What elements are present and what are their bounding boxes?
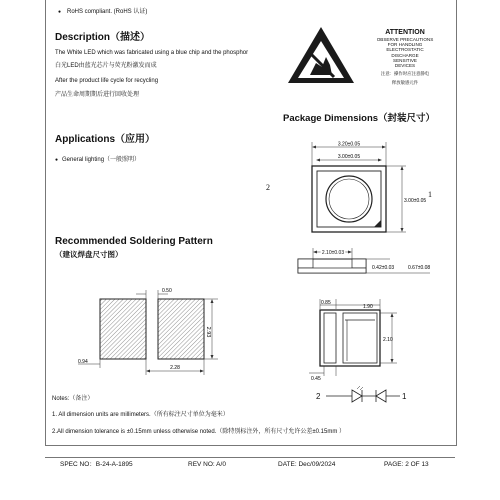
soldering-subtitle: （建议焊盘尺寸图） bbox=[55, 250, 123, 259]
description-title: Description（描述） bbox=[55, 32, 151, 43]
note-2: 2.All dimension tolerance is ±0.15mm unless otherwise noted.（除特别标注外，所有尺寸允许公差±0.15mm ） bbox=[52, 429, 346, 435]
attention-line: ELECTROSTATIC bbox=[386, 47, 424, 53]
rohs-text: RoHS compliant. (RoHS 认证) bbox=[67, 9, 148, 15]
dim-side2-label: 0.67±0.08 bbox=[408, 265, 431, 271]
circuit-pin-2: 2 bbox=[316, 392, 321, 401]
pin-label-1: 1 bbox=[428, 190, 432, 199]
dim-pad-right-label: 1.90 bbox=[363, 304, 373, 310]
attention-line: FOR HANDLING bbox=[387, 41, 423, 47]
dim-top-label: 2.10±0.03 bbox=[321, 250, 345, 256]
attention-title: ATTENTION bbox=[385, 29, 425, 36]
footer-spec: SPEC NO：B-24-A-1895 bbox=[60, 461, 133, 468]
footer-date: DATE: Dec/09/2024 bbox=[278, 461, 336, 468]
attention-box bbox=[360, 29, 450, 86]
attention-line: SENSITIVE bbox=[393, 57, 417, 63]
dim-top-label: 0.50 bbox=[162, 288, 172, 294]
description-line2-cn: 产品生命周期期后进行回收处理 bbox=[55, 92, 140, 98]
dim-width-label: 2.28 bbox=[170, 365, 180, 371]
bullet: ● bbox=[55, 157, 59, 163]
led-circuit-symbol-icon bbox=[326, 386, 400, 406]
attention-line: OBSERVE PRECAUTIONS bbox=[376, 36, 434, 42]
footer-page: PAGE: 2 OF 13 bbox=[384, 461, 429, 468]
footer-rev: REV NO: A/0 bbox=[188, 461, 226, 468]
note-1: 1. All dimension units are millimeters.（所有标注尺寸单位为毫米） bbox=[52, 412, 229, 418]
esd-warning-icon bbox=[286, 25, 356, 85]
circuit-pin-1: 1 bbox=[402, 392, 407, 401]
description-line2-en: After the product life cycle for recycling bbox=[55, 78, 159, 84]
attention-cn1: 注意：操作时应注意静电 bbox=[380, 71, 430, 77]
attention-cn2: 释放敏感元件 bbox=[391, 80, 419, 86]
attention-line: DEVICES bbox=[394, 63, 416, 69]
soldering-pattern-drawing bbox=[70, 280, 220, 380]
description-line1-cn: 白光LED由蓝光芯片与荧光粉激发而成 bbox=[55, 63, 157, 69]
package-bottom-view-drawing bbox=[305, 296, 405, 386]
dim-inner-label: 3.00±0.05 bbox=[337, 154, 361, 160]
dim-height-label: 3.00±0.05 bbox=[404, 198, 427, 204]
dim-side1-label: 0.42±0.03 bbox=[372, 265, 395, 271]
dim-width-label: 3.20±0.05 bbox=[337, 141, 361, 148]
dim-left-label: 0.94 bbox=[78, 359, 88, 365]
dim-pad-left-label: 0.85 bbox=[321, 300, 331, 306]
package-side-view-drawing bbox=[290, 245, 450, 280]
applications-title: Applications（应用） bbox=[55, 134, 156, 145]
dim-height-label: 2.93 bbox=[205, 326, 211, 338]
soldering-title: Recommended Soldering Pattern bbox=[55, 236, 213, 247]
notes-title: Notes:（备注） bbox=[52, 396, 94, 402]
pin-label-2: 2 bbox=[266, 183, 270, 192]
package-dimensions-title: Package Dimensions（封装尺寸） bbox=[283, 113, 436, 124]
description-line1-en: The White LED which was fabricated using a blue chip and the phosphor bbox=[55, 50, 249, 56]
attention-line: DISCHARGE bbox=[391, 52, 419, 58]
bullet: ● bbox=[58, 9, 62, 15]
footer-divider bbox=[45, 457, 455, 458]
dim-pad-height-label: 2.10 bbox=[383, 337, 393, 343]
applications-item: General lighting（一般照明） bbox=[62, 157, 141, 163]
dim-bottom-label: 0.45 bbox=[311, 376, 321, 382]
package-top-view-drawing bbox=[262, 138, 452, 238]
